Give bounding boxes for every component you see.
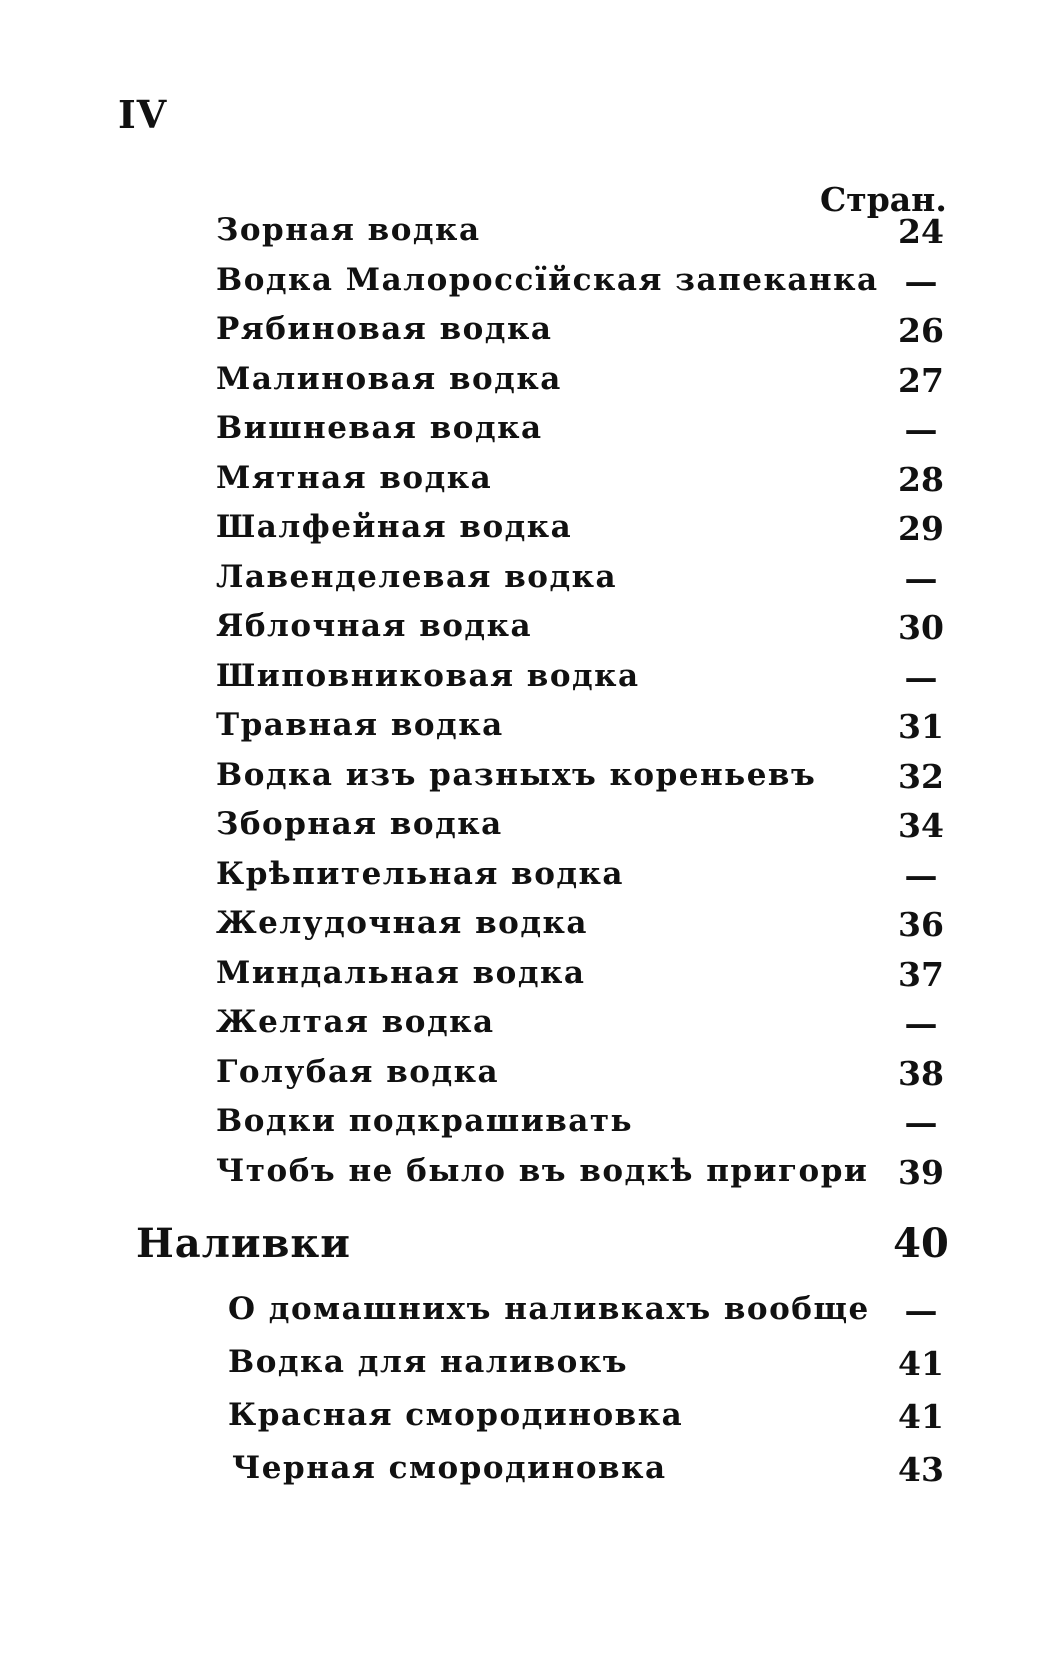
toc-entry-page: — <box>904 658 938 697</box>
toc-entry-page: 36 <box>898 905 944 944</box>
toc-entry <box>216 707 956 755</box>
toc-entry-title: Зборная водка <box>216 806 503 842</box>
toc-entry-page: — <box>904 559 938 598</box>
toc-entry-page: 29 <box>898 509 944 548</box>
toc-entry-page: 30 <box>898 608 944 647</box>
toc-entry <box>216 658 956 706</box>
toc-entry-page: 41 <box>898 1397 944 1436</box>
toc-entry <box>216 212 956 260</box>
toc-entry-page: 43 <box>898 1450 944 1489</box>
toc-entry <box>228 1397 956 1445</box>
toc-entry-page: — <box>904 1004 938 1043</box>
toc-entry-title: Желтая водка <box>216 1004 495 1040</box>
toc-entry <box>228 1344 956 1392</box>
toc-entry-page: — <box>904 1103 938 1142</box>
section-heading <box>136 1220 956 1280</box>
toc-entry <box>216 410 956 458</box>
toc-entry <box>228 1291 956 1339</box>
toc-entry <box>216 460 956 508</box>
toc-entry-page: 41 <box>898 1344 944 1383</box>
section-heading-page: 40 <box>893 1220 949 1267</box>
toc-entry <box>216 856 956 904</box>
toc-entry-title: Зорная водка <box>216 212 481 248</box>
toc-entry-title: Чтобъ не было въ водкѣ пригори <box>216 1153 869 1189</box>
toc-entry-title: Шиповниковая водка <box>216 658 640 694</box>
toc-entry-page: — <box>904 410 938 449</box>
toc-entry-title: Черная смородиновка <box>232 1450 667 1486</box>
toc-entry-title: Водки подкрашивать <box>216 1103 634 1139</box>
toc-entry-page: 38 <box>898 1054 944 1093</box>
toc-entry-title: Малиновая водка <box>216 361 562 397</box>
toc-entry-title: Рябиновая водка <box>216 311 553 347</box>
toc-entry-title: Красная смородиновка <box>228 1397 684 1433</box>
toc-entry <box>216 757 956 805</box>
toc-entry-title: Миндальная водка <box>216 955 586 991</box>
toc-entry-title: Мятная водка <box>216 460 493 496</box>
toc-entry-title: Водка для наливокъ <box>228 1344 629 1380</box>
toc-entry <box>232 1450 956 1498</box>
toc-entry-page: — <box>904 856 938 895</box>
toc-entry-title: Водка изъ разныхъ кореньевъ <box>216 757 817 793</box>
toc-entry-page: 37 <box>898 955 944 994</box>
toc-entry <box>216 262 956 310</box>
column-header: Стран. <box>820 180 947 219</box>
page-number: IV <box>118 92 168 137</box>
toc-entry-page: 28 <box>898 460 944 499</box>
toc-entry <box>216 1103 956 1151</box>
toc-entry <box>216 608 956 656</box>
toc-entry-page: 32 <box>898 757 944 796</box>
toc-entry-title: Лавенделевая водка <box>216 559 618 595</box>
toc-entry-title: О домашнихъ наливкахъ вообще <box>228 1291 870 1327</box>
toc-entry <box>216 361 956 409</box>
toc-entry-title: Вишневая водка <box>216 410 543 446</box>
toc-entry <box>216 1153 956 1201</box>
toc-entry-page: 31 <box>898 707 944 746</box>
toc-entry-title: Яблочная водка <box>216 608 533 644</box>
toc-entry-title: Желудочная водка <box>216 905 588 941</box>
toc-entry <box>216 559 956 607</box>
toc-entry <box>216 509 956 557</box>
toc-entry-page: 39 <box>898 1153 944 1192</box>
toc-entry <box>216 905 956 953</box>
toc-entry-title: Шалфейная водка <box>216 509 573 545</box>
toc-entry <box>216 955 956 1003</box>
toc-entry-page: — <box>904 1291 938 1330</box>
toc-entry-page: 27 <box>898 361 944 400</box>
toc-entry-page: — <box>904 262 938 301</box>
section-heading-title: Наливки <box>136 1220 351 1267</box>
toc-entry <box>216 806 956 854</box>
toc-entry-title: Голубая водка <box>216 1054 500 1090</box>
toc-entry-title: Травная водка <box>216 707 504 743</box>
toc-entry-page: 34 <box>898 806 944 845</box>
toc-entry-title: Водка Малороссїйская запеканка <box>216 262 879 298</box>
toc-entry-page: 24 <box>898 212 944 251</box>
toc-entry-title: Крѣпительная водка <box>216 856 625 892</box>
toc-entry <box>216 1004 956 1052</box>
toc-entry <box>216 1054 956 1102</box>
toc-entry <box>216 311 956 359</box>
toc-entry-page: 26 <box>898 311 944 350</box>
